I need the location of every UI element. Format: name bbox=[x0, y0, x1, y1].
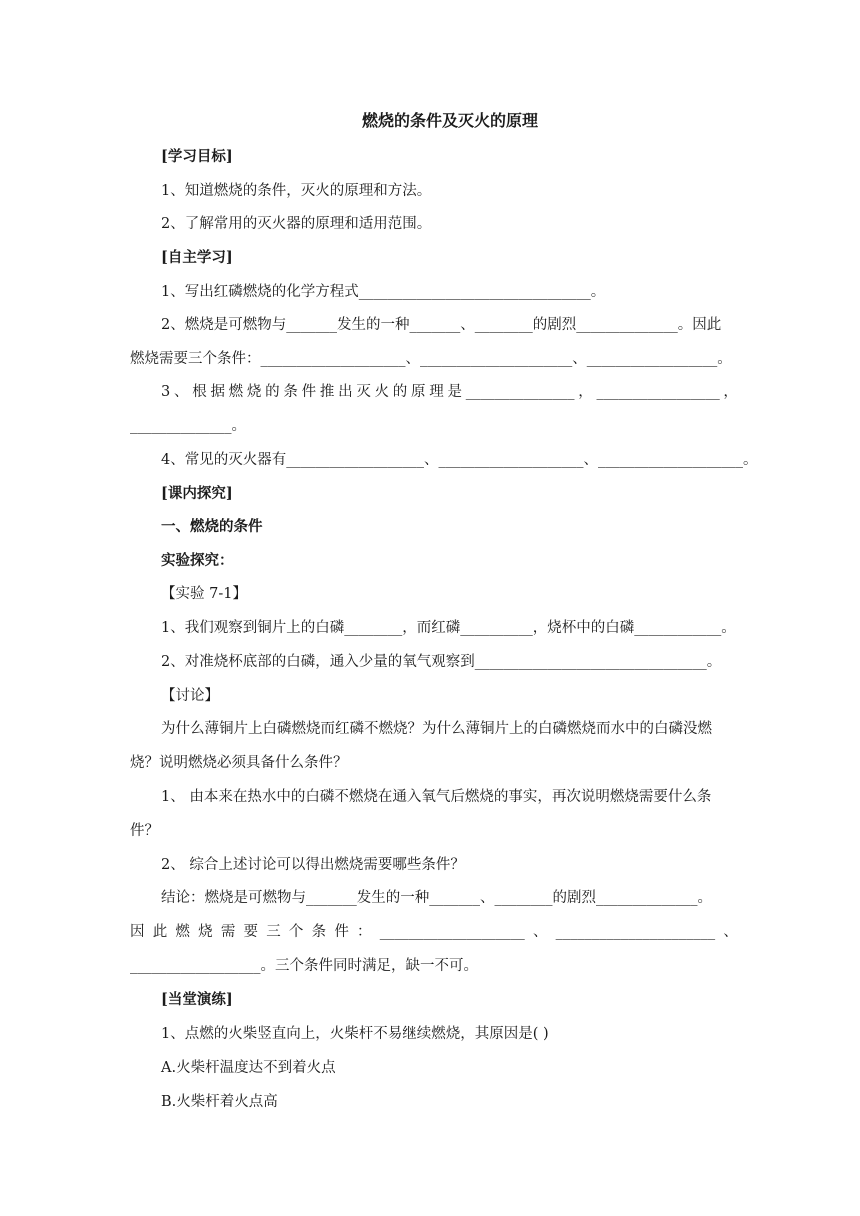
text-fragment: 因 bbox=[130, 924, 145, 940]
discussion-text: 件？ bbox=[130, 823, 159, 839]
text-fragment: 灭 bbox=[356, 384, 371, 400]
text-fragment: 个 bbox=[288, 924, 304, 940]
text-fragment: 需 bbox=[220, 924, 236, 940]
question-line: 1、我们观察到铜片上的白磷________，而红磷__________，烧杯中的白磷____________。 bbox=[161, 620, 736, 636]
document-title: 燃烧的条件及灭火的原理 bbox=[361, 111, 538, 130]
section-heading-goals: [学习目标] bbox=[161, 148, 233, 165]
text-fragment: 件 bbox=[334, 924, 349, 940]
text-fragment: 推 bbox=[319, 384, 335, 400]
question-line: 2、燃烧是可燃物与_______发生的一种_______、________的剧烈______________。因此 bbox=[161, 317, 722, 333]
text-fragment: 出 bbox=[338, 384, 353, 400]
text-fragment: 燃 bbox=[228, 384, 244, 400]
text-fragment: 、 bbox=[173, 384, 189, 400]
goal-item: 1、知道燃烧的条件，灭火的原理和方法。 bbox=[161, 183, 432, 199]
text-fragment: 件 bbox=[301, 384, 317, 400]
text-fragment: 、 bbox=[723, 924, 738, 940]
text-fragment: ______________________ bbox=[555, 924, 716, 940]
answer-option-b: B.火柴杆着火点高 bbox=[161, 1094, 278, 1110]
text-fragment: 条 bbox=[283, 384, 298, 400]
text-fragment: _______________ bbox=[465, 384, 575, 400]
subsection-heading: 一、燃烧的条件 bbox=[161, 518, 263, 535]
text-fragment: 火 bbox=[374, 384, 390, 400]
experiment-label: 实验探究： bbox=[161, 552, 234, 569]
section-heading-self-study: [自主学习] bbox=[161, 249, 233, 266]
text-fragment: 烧 bbox=[246, 384, 262, 400]
text-fragment: 3 bbox=[161, 384, 171, 400]
text-fragment: ____________________ bbox=[379, 924, 525, 940]
text-fragment: ， bbox=[578, 384, 593, 400]
practice-question: 1、点燃的火柴竖直向上，火柴杆不易继续燃烧，其原因是( ) bbox=[161, 1026, 549, 1042]
text-fragment: 、 bbox=[532, 924, 548, 940]
discussion-text: 烧？说明燃烧必须具备什么条件？ bbox=[130, 755, 348, 771]
discussion-text: 为什么薄铜片上白磷燃烧而红磷不燃烧？为什么薄铜片上的白磷燃烧而水中的白磷没燃 bbox=[161, 721, 712, 737]
text-fragment: 据 bbox=[210, 384, 225, 400]
experiment-title: 【实验 7-1】 bbox=[161, 586, 247, 602]
question-line: 4、常见的灭火器有___________________、____________________、____________________。 bbox=[161, 452, 758, 468]
text-fragment: 要 bbox=[243, 924, 259, 940]
text-fragment: 燃 bbox=[175, 924, 190, 940]
discussion-text: 2、 综合上述讨论可以得出燃烧需要哪些条件？ bbox=[161, 857, 465, 873]
justified-question-line bbox=[161, 382, 738, 402]
conclusion-line: 结论：燃烧是可燃物与_______发生的一种_______、________的剧烈______________。 bbox=[161, 890, 712, 906]
text-fragment: 的 bbox=[265, 384, 280, 400]
question-line: 燃烧需要三个条件：____________________、_____________________、__________________。 bbox=[130, 351, 732, 367]
justified-conclusion-line bbox=[130, 922, 738, 942]
section-heading-practice: [当堂演练] bbox=[161, 991, 233, 1008]
text-fragment: 条 bbox=[311, 924, 327, 940]
goal-item: 2、了解常用的灭火器的原理和适用范围。 bbox=[161, 216, 432, 232]
text-fragment: ， bbox=[723, 384, 738, 400]
text-fragment: 是 bbox=[447, 384, 462, 400]
text-fragment: 三 bbox=[266, 924, 281, 940]
text-fragment: _________________ bbox=[596, 384, 720, 400]
question-line: 1、写出红磷燃烧的化学方程式________________________________。 bbox=[161, 284, 606, 300]
text-fragment: ： bbox=[357, 924, 372, 940]
conclusion-line: __________________。三个条件同时满足，缺一不可。 bbox=[130, 958, 478, 974]
answer-option-a: A.火柴杆温度达不到着火点 bbox=[161, 1060, 336, 1076]
text-fragment: 原 bbox=[411, 384, 426, 400]
discussion-text: 1、 由本来在热水中的白磷不燃烧在通入氧气后燃烧的事实，再次说明燃烧需要什么条 bbox=[161, 789, 712, 805]
question-line: 2、对准烧杯底部的白磷，通入少量的氧气观察到________________________________。 bbox=[161, 654, 722, 670]
text-fragment: 理 bbox=[429, 384, 444, 400]
text-fragment: 的 bbox=[392, 384, 408, 400]
text-fragment: 烧 bbox=[198, 924, 213, 940]
text-fragment: 根 bbox=[192, 384, 207, 400]
text-fragment: 此 bbox=[152, 924, 168, 940]
discussion-title: 【讨论】 bbox=[161, 688, 219, 704]
section-heading-class-inquiry: [课内探究] bbox=[161, 485, 233, 502]
question-line: ______________。 bbox=[130, 418, 246, 434]
